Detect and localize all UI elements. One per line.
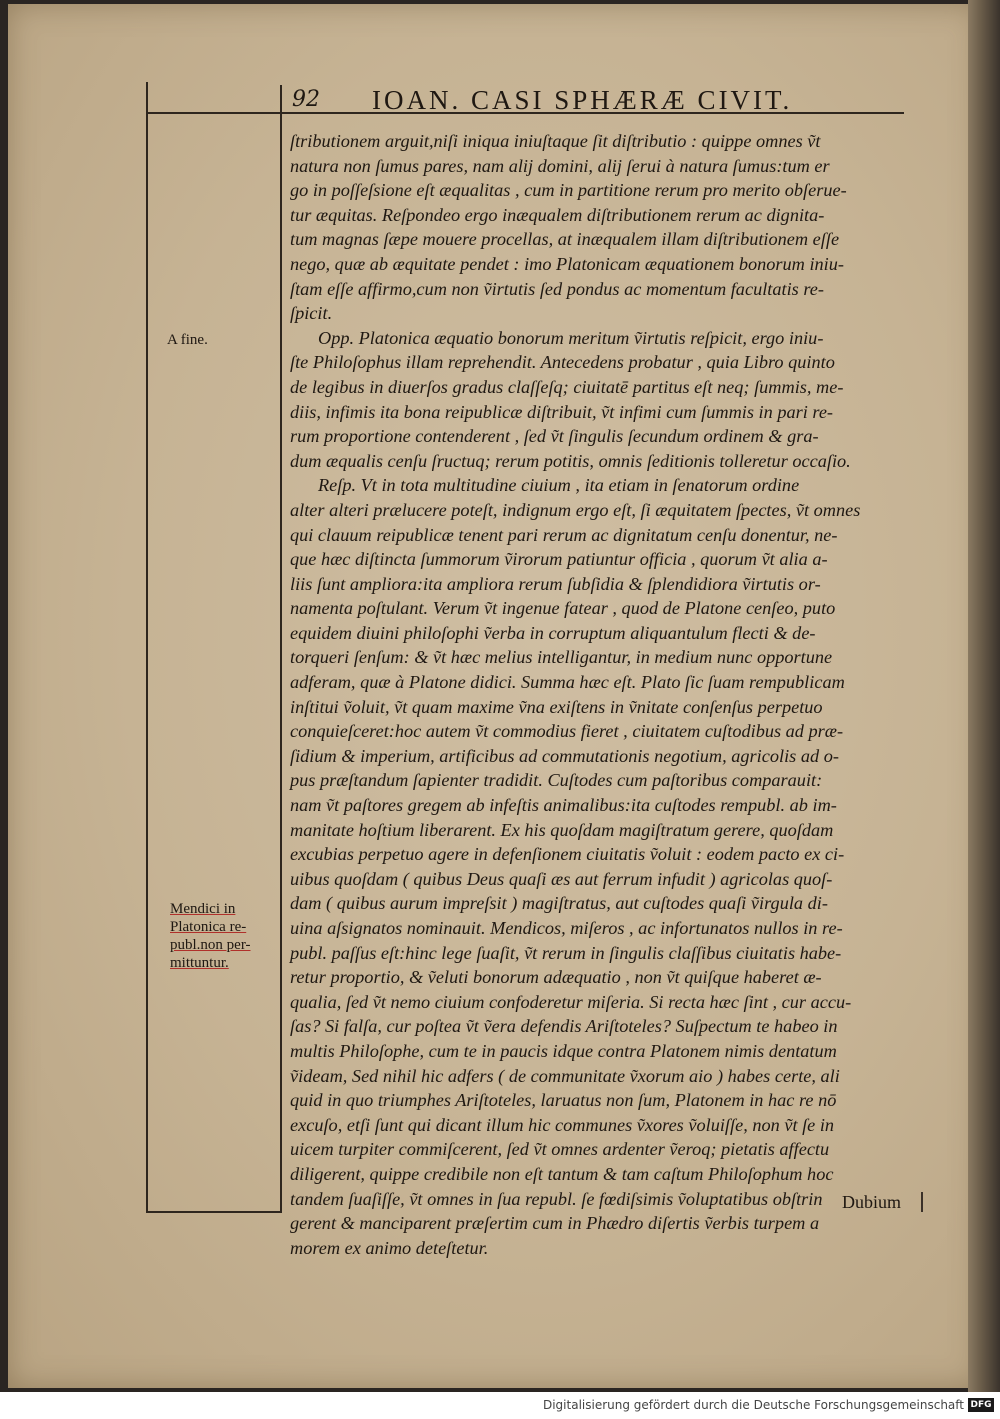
text-line: tandem ſuaſiſſe, ṽt omnes in ſua republ. ſe fœdiſsimis ṽoluptatibus obſtrin (290, 1188, 823, 1209)
text-line: go in poſſeſsione eſt æqualitas , cum in partitione rerum pro merito obſerue- (290, 180, 847, 201)
margin-inner-rule (280, 85, 282, 1213)
text-line: ſtam eſſe affirmo,cum non ṽirtutis ſed pondus ac momentum facultatis re- (290, 278, 824, 299)
text-line: manitate hoſtium liberarent. Ex his quoſdam magiſtratum gerere, quoſdam (290, 819, 834, 840)
text-line: excuſo, etſi ſunt qui dicant illum hic communes ṽxores ṽoluiſſe, non ṽt ſe in (290, 1114, 835, 1135)
text-line: nego, quæ ab æquitate pendet : imo Platonicam æquationem bonorum iniu- (290, 253, 844, 274)
margin-note-line: Mendici in (170, 901, 236, 917)
margin-left-rule (146, 82, 148, 1212)
text-line: morem ex animo deteſtetur. (290, 1237, 489, 1258)
text-line: inſtitui ṽoluit, ṽt quam maxime ṽna exiſtens in ṽnitate conſenſus perpetuo (290, 696, 823, 717)
footer-credit: Digitalisierung gefördert durch die Deutsche Forschungsgemeinschaft (542, 1398, 964, 1412)
catchword: Dubium (842, 1192, 902, 1212)
text-line: pus præſtandum ſapienter tradidit. Cuſtodes cum paſtoribus comparauit: (290, 770, 823, 791)
text-line: liis ſunt ampliora:ita ampliora rerum ſubſidia & ſplendidiora ṽirtutis or- (290, 573, 821, 594)
text-line: qui clauum reipublicæ tenent pari rerum ac dignitatum cenſu donentur, ne- (290, 524, 838, 545)
text-line: uibus quoſdam ( quibus Deus quaſi æs aut ferrum infudit ) agricolas quoſ- (290, 868, 833, 889)
margin-note-mendici (170, 900, 275, 972)
text-line: tur æquitas. Reſpondeo ergo inæqualem diſtributionem rerum ac dignita- (290, 204, 825, 225)
text-line: uicem turpiter commiſcerent, ſed ṽt omnes ardenter ṽeroq; pietatis affectu (290, 1139, 830, 1160)
text-line: conquieſceret:hoc autem ṽt commodius fieret , ciuitatem cuſtodibus ad præ- (290, 721, 844, 742)
text-line: ſidium & imperium, artificibus ad commutationis negotium, agricolis ad o- (290, 745, 839, 766)
text-line: gerent & manciparent præſertim cum in Phædro diſertis ṽerbis turpem a (290, 1213, 820, 1234)
running-head (284, 86, 904, 114)
text-line: ſte Philoſophus illam reprehendit. Antecedens probatur , quia Libro quinto (290, 352, 835, 373)
margin-note-line: Platonica re- (170, 919, 247, 935)
body-text (290, 129, 924, 1260)
text-line: ṽideam, Sed nihil hic adfers ( de communitate ṽxorum aio ) habes certe, ali (290, 1065, 840, 1086)
margin-bottom-rule (146, 1211, 280, 1213)
margin-note-afine: A fine. (167, 332, 208, 348)
text-line: Opp. Platonica æquatio bonorum meritum ṽirtutis reſpicit, ergo iniu- (318, 327, 824, 348)
page-number: 92 (292, 87, 320, 112)
text-line: quid in quo triumphes Ariſtoteles, laruatus non ſum, Platonem in hac re nō (290, 1090, 837, 1111)
text-line: tum magnas ſæpe mouere procellas, at inæqualem illam diſtributionem eſſe (290, 229, 840, 250)
text-line: alter alteri prælucere poteſt, indignum ergo eſt, ſi æquitatem ſpectes, ṽt omnes (290, 499, 861, 520)
text-line: multis Philoſophe, cum te in paucis idque contra Platonem nimis dentatum (290, 1040, 837, 1061)
text-line: excubias perpetuo agere in defenſionem ciuitatis ṽoluit : eodem pacto ex ci- (290, 844, 845, 865)
text-line: ſpicit. (290, 303, 333, 324)
margin-note-line: mittuntur. (170, 955, 229, 971)
text-line: adferam, quæ à Platone didici. Summa hæc eſt. Plato ſic ſuam rempublicam (290, 672, 845, 693)
text-line: dam ( quibus aurum impreſsit ) magiſtratus, aut cuſtodes quaſi ṽirgula di- (290, 893, 828, 914)
text-line: namenta poſtulant. Verum ṽt ingenue fatear , quod de Platone cenſeo, puto (290, 598, 836, 619)
text-line: diis, infimis ita bona reipublicæ diſtribuit, ṽt infimi cum ſummis in pari re- (290, 401, 834, 422)
text-line: que hæc diſtincta ſummorum ṽirorum patiuntur officia , quorum ṽt alia a- (290, 549, 828, 570)
book-spine-edge (968, 0, 1000, 1392)
text-line: torqueri ſenſum: & ṽt hæc melius intelligantur, in medium nunc opportune (290, 647, 833, 668)
text-line: Reſp. Vt in tota multitudine ciuium , ita etiam in ſenatorum ordine (318, 475, 800, 496)
dfg-logo: DFG (968, 1398, 994, 1412)
text-line: diligerent, quippe credibile non eſt tantum & tam caſtum Philoſophum hoc (290, 1163, 834, 1184)
text-line: ſas? Si falſa, cur poſtea ṽt ṽera defendis Ariſtoteles? Suſpectum te habeo in (290, 1016, 838, 1037)
catchword-mark (921, 1192, 923, 1212)
text-line: qualia, ſed ṽt nemo ciuium confoderetur miſeria. Si recta hæc ſint , cur accu- (290, 991, 852, 1012)
text-line: equidem diuini philoſophi ṽerba in corruptum aliquantulum flecti & de- (290, 622, 816, 643)
text-line: publ. paſſus eſt:hinc lege ſuaſit, ṽt rerum in ſingulis claſſibus ciuitatis habe- (290, 942, 842, 963)
margin-note-line: publ.non per- (170, 937, 251, 953)
text-line: dum æqualis cenſu ſructuq; rerum potitis, omnis ſeditionis tolleretur occaſio. (290, 450, 851, 471)
text-line: de legibus in diuerſos gradus claſſeſq; ciuitatē partitus eſt neq; ſummis, me- (290, 376, 844, 397)
text-line: nam ṽt paſtores gregem ab infeſtis animalibus:ita cuſtodes rempubl. ab im- (290, 795, 837, 816)
text-line: natura non ſumus pares, nam alij domini, alij ſerui à natura ſumus:tum er (290, 155, 830, 176)
text-line: rum proportione contenderent , ſed ṽt ſingulis ſecundum ordinem & gra- (290, 426, 819, 447)
text-line: ſtributionem arguit,niſi iniqua iniuſtaque ſit diſtributio : quippe omnes ṽt (290, 131, 821, 151)
text-line: retur proportio, & ṽeluti bonorum adæquatio , non ṽt quiſque haberet æ- (290, 967, 822, 988)
running-title: IOAN. CASI SPHÆRÆ CIVIT. (372, 85, 793, 115)
text-line: uina aſsignatos nominauit. Mendicos, miſeros , ac infortunatos nullos in re- (290, 918, 843, 938)
